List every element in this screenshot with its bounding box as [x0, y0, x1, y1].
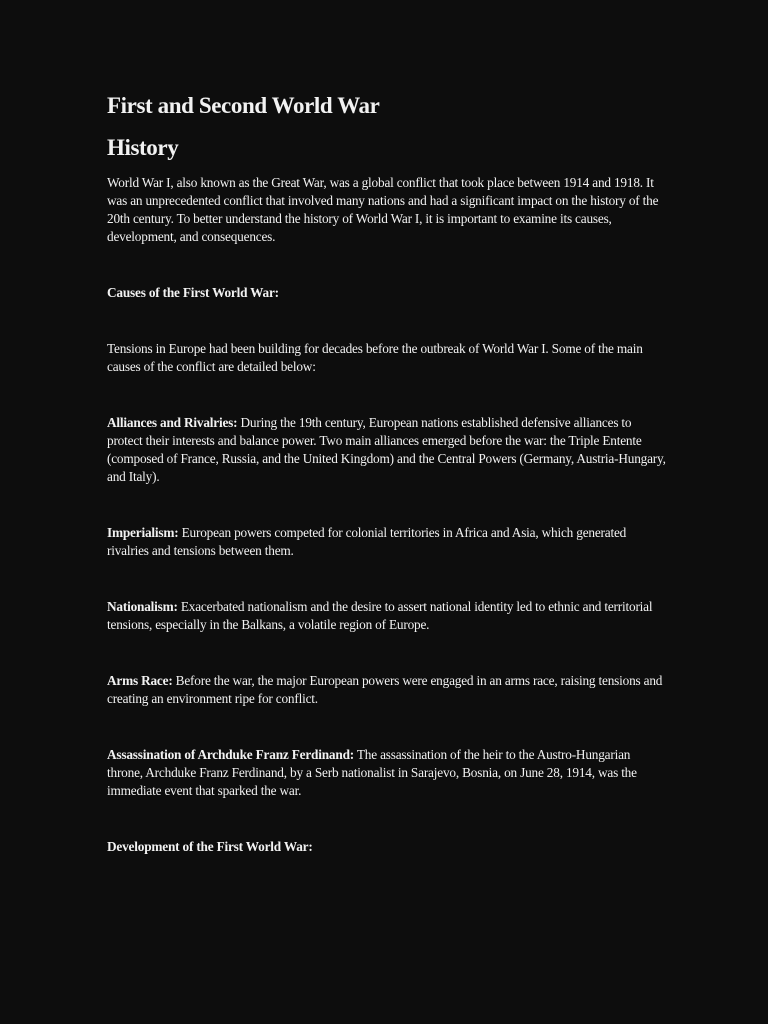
- cause-term: Nationalism:: [107, 599, 178, 614]
- cause-term: Alliances and Rivalries:: [107, 415, 238, 430]
- cause-text: The assassination of the heir to the Austro-Hungarian throne, Archduke Franz Ferdinand, by a Serb nationalist in Sarajevo, Bosnia, on June 28, 1914, was the immediate event that sparked the war.: [107, 747, 637, 798]
- cause-text: During the 19th century, European nations established defensive alliances to protect their interests and balance power. Two main alliances emerged before the war: the Triple Entente (composed of France, Russia, and the United Kingdom) and the Central Powers (Germany, Austria-Hungary, and Italy).: [107, 415, 666, 484]
- development-heading: Development of the First World War:: [107, 839, 313, 854]
- document-title: First and Second World War: [107, 93, 380, 118]
- cause-term: Assassination of Archduke Franz Ferdinand:: [107, 747, 354, 762]
- document-subtitle: History: [107, 135, 179, 160]
- causes-heading: Causes of the First World War:: [107, 285, 279, 300]
- cause-text: Before the war, the major European powers were engaged in an arms race, raising tensions and creating an environment ripe for conflict.: [107, 673, 663, 706]
- cause-text: European powers competed for colonial territories in Africa and Asia, which generated rivalries and tensions between them.: [107, 525, 627, 558]
- cause-text: Exacerbated nationalism and the desire to assert national identity led to ethnic and territorial tensions, especially in the Balkans, a volatile region of Europe.: [107, 599, 653, 632]
- causes-intro-paragraph: Tensions in Europe had been building for decades before the outbreak of World War I. Some of the main causes of the conflict are detailed below:: [107, 341, 643, 374]
- cause-paragraph-imperialism: [107, 524, 667, 560]
- cause-paragraph-assassination: [107, 746, 667, 800]
- cause-paragraph-nationalism: [107, 598, 667, 634]
- cause-paragraph-arms-race: [107, 672, 667, 708]
- cause-term: Imperialism:: [107, 525, 179, 540]
- cause-paragraph-alliances: [107, 414, 667, 486]
- intro-paragraph: World War I, also known as the Great War, was a global conflict that took place between 1914 and 1918. It was an unprecedented conflict that involved many nations and had a significant impact on the history of the 20th century. To better understand the history of World War I, it is important to examine its causes, development, and consequences.: [107, 175, 659, 244]
- document-content: [107, 91, 667, 856]
- cause-term: Arms Race:: [107, 673, 173, 688]
